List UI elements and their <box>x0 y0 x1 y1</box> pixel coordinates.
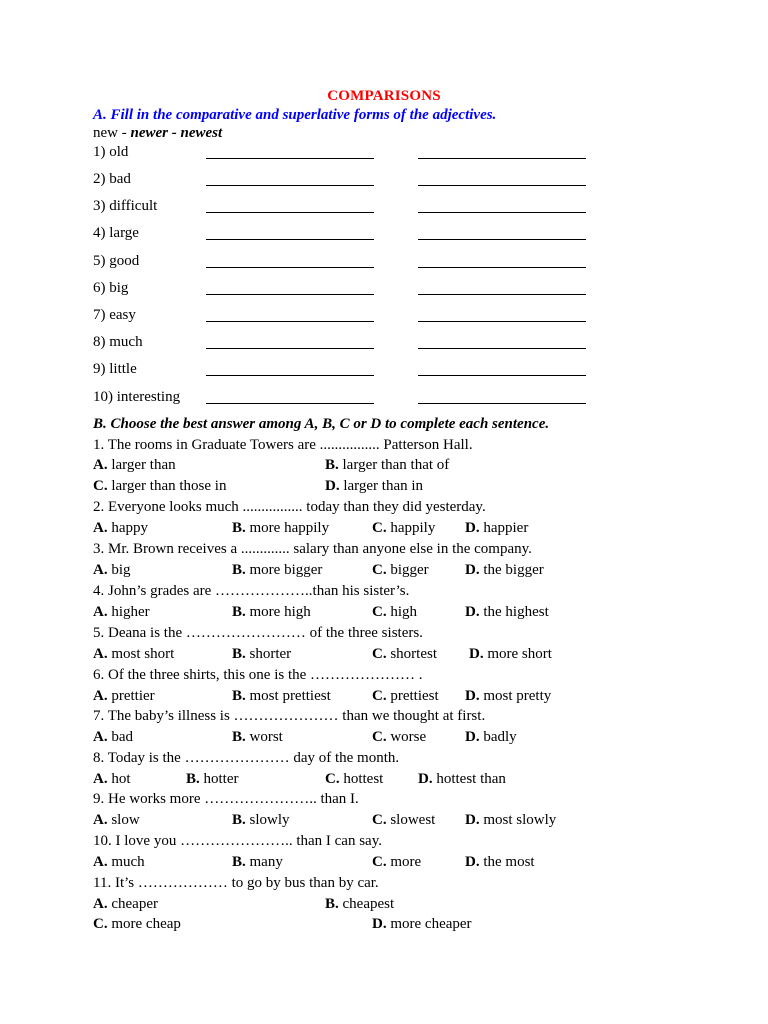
adjective-word: 1) old <box>93 144 129 160</box>
answer-option[interactable] <box>325 478 423 495</box>
option-letter: B. <box>232 729 246 745</box>
adjective-row <box>93 144 613 164</box>
question-text: 4. John’s grades are ………………..than his sister’s. <box>93 583 410 599</box>
option-text: larger than that of <box>342 457 450 473</box>
comparative-blank[interactable] <box>206 239 374 240</box>
answer-option[interactable] <box>93 457 176 474</box>
option-text: bigger <box>390 562 429 578</box>
option-text: happier <box>483 520 529 536</box>
answer-option[interactable] <box>93 604 150 621</box>
adjective-row <box>93 198 613 218</box>
comparative-blank[interactable] <box>206 158 374 159</box>
option-text: the most <box>483 854 535 870</box>
option-letter: D. <box>465 688 480 704</box>
option-text: happily <box>390 520 436 536</box>
answer-option[interactable] <box>232 854 283 871</box>
option-letter: C. <box>372 562 387 578</box>
option-letter: B. <box>186 771 200 787</box>
adjective-row <box>93 253 613 273</box>
option-letter: B. <box>325 457 339 473</box>
answer-option[interactable] <box>372 520 435 537</box>
option-letter: D. <box>465 854 480 870</box>
option-letter: C. <box>372 604 387 620</box>
option-letter: B. <box>232 604 246 620</box>
question-text: 3. Mr. Brown receives a ............. salary than anyone else in the company. <box>93 541 532 557</box>
answer-option[interactable] <box>372 688 439 705</box>
option-letter: A. <box>93 771 108 787</box>
option-letter: C. <box>372 646 387 662</box>
option-letter: A. <box>93 562 108 578</box>
adjective-row <box>93 280 613 300</box>
answer-option[interactable] <box>372 562 429 579</box>
page-title: COMPARISONS <box>327 88 441 104</box>
answer-option[interactable] <box>232 646 291 663</box>
question-text: 11. It’s ……………… to go by bus than by car. <box>93 875 379 891</box>
option-text: cheapest <box>342 896 395 912</box>
option-letter: B. <box>232 562 246 578</box>
option-letter: B. <box>232 688 246 704</box>
comparative-blank[interactable] <box>206 375 374 376</box>
question-text: 8. Today is the ………………… day of the month. <box>93 750 400 766</box>
adjective-word: 5) good <box>93 253 140 269</box>
adjective-row <box>93 334 613 354</box>
answer-option[interactable] <box>232 562 322 579</box>
option-letter: D. <box>465 812 480 828</box>
answer-option[interactable] <box>465 688 551 705</box>
comparative-blank[interactable] <box>206 212 374 213</box>
option-text: cheaper <box>111 896 158 912</box>
answer-option[interactable] <box>469 646 552 663</box>
option-letter: B. <box>232 812 246 828</box>
option-text: higher <box>111 604 150 620</box>
superlative-blank[interactable] <box>418 403 586 404</box>
answer-option[interactable] <box>93 916 181 933</box>
option-text: hot <box>111 771 131 787</box>
option-text: slowest <box>390 812 436 828</box>
answer-option[interactable] <box>418 771 506 788</box>
option-text: happy <box>111 520 149 536</box>
option-letter: D. <box>325 478 340 494</box>
option-letter: C. <box>372 729 387 745</box>
superlative-blank[interactable] <box>418 212 586 213</box>
superlative-blank[interactable] <box>418 158 586 159</box>
option-letter: A. <box>93 854 108 870</box>
answer-option[interactable] <box>93 478 226 495</box>
answer-option[interactable] <box>465 854 535 871</box>
option-letter: B. <box>232 854 246 870</box>
answer-option[interactable] <box>93 688 155 705</box>
option-letter: C. <box>372 812 387 828</box>
adjective-word: 6) big <box>93 280 129 296</box>
option-text: more <box>390 854 422 870</box>
option-text: more bigger <box>249 562 323 578</box>
question-text: 6. Of the three shirts, this one is the ………………… . <box>93 667 423 683</box>
option-text: big <box>111 562 131 578</box>
option-text: high <box>390 604 418 620</box>
answer-option[interactable] <box>372 604 417 621</box>
option-text: many <box>249 854 283 870</box>
option-letter: D. <box>465 729 480 745</box>
option-letter: A. <box>93 688 108 704</box>
superlative-blank[interactable] <box>418 267 586 268</box>
answer-option[interactable] <box>93 646 174 663</box>
comparative-blank[interactable] <box>206 185 374 186</box>
option-text: slowly <box>249 812 290 828</box>
option-text: worst <box>249 729 283 745</box>
option-letter: A. <box>93 896 108 912</box>
comparative-blank[interactable] <box>206 294 374 295</box>
adjective-row <box>93 307 613 327</box>
adjective-word: 10) interesting <box>93 389 181 405</box>
option-text: most prettiest <box>249 688 331 704</box>
answer-option[interactable] <box>372 916 472 933</box>
answer-option[interactable] <box>93 854 145 871</box>
option-letter: D. <box>418 771 433 787</box>
superlative-blank[interactable] <box>418 185 586 186</box>
option-text: larger than <box>111 457 176 473</box>
option-text: the highest <box>483 604 549 620</box>
option-letter: D. <box>465 520 480 536</box>
answer-option[interactable] <box>93 812 140 829</box>
option-letter: A. <box>93 729 108 745</box>
answer-option[interactable] <box>232 729 283 746</box>
option-letter: C. <box>372 854 387 870</box>
superlative-blank[interactable] <box>418 348 586 349</box>
answer-option[interactable] <box>232 688 331 705</box>
option-text: more cheap <box>111 916 181 932</box>
superlative-blank[interactable] <box>418 294 586 295</box>
option-text: slow <box>111 812 140 828</box>
option-text: badly <box>483 729 517 745</box>
adjective-row <box>93 389 613 409</box>
option-letter: C. <box>372 688 387 704</box>
answer-option[interactable] <box>325 896 394 913</box>
adjective-word: 9) little <box>93 361 137 377</box>
option-letter: A. <box>93 520 108 536</box>
option-letter: C. <box>325 771 340 787</box>
question-text: 9. He works more ………………….. than I. <box>93 791 359 807</box>
adjective-word: 7) easy <box>93 307 136 323</box>
option-text: more short <box>487 646 552 662</box>
option-text: hottest than <box>436 771 506 787</box>
superlative-blank[interactable] <box>418 321 586 322</box>
adjective-row <box>93 361 613 381</box>
question-text: 5. Deana is the …………………… of the three sisters. <box>93 625 423 641</box>
example-forms: newer - newest <box>130 125 223 141</box>
option-letter: A. <box>93 812 108 828</box>
option-text: shortest <box>390 646 438 662</box>
option-text: more cheaper <box>390 916 472 932</box>
comparative-blank[interactable] <box>206 403 374 404</box>
option-text: larger than those in <box>111 478 227 494</box>
answer-option[interactable] <box>93 896 158 913</box>
option-text: more happily <box>249 520 330 536</box>
question-text: 10. I love you ………………….. than I can say. <box>93 833 382 849</box>
answer-option[interactable] <box>93 729 133 746</box>
option-text: more high <box>249 604 311 620</box>
option-text: prettier <box>111 688 155 704</box>
adjective-row <box>93 171 613 191</box>
answer-option[interactable] <box>232 520 329 537</box>
answer-option[interactable] <box>232 604 311 621</box>
option-letter: C. <box>93 478 108 494</box>
option-text: hotter <box>203 771 239 787</box>
question-text: 7. The baby’s illness is ………………… than we thought at first. <box>93 708 486 724</box>
option-text: worse <box>390 729 427 745</box>
answer-option[interactable] <box>232 812 290 829</box>
option-letter: B. <box>325 896 339 912</box>
section-b-heading: B. Choose the best answer among A, B, C or D to complete each sentence. <box>93 416 550 432</box>
option-letter: A. <box>93 604 108 620</box>
answer-option[interactable] <box>93 520 148 537</box>
comparative-blank[interactable] <box>206 267 374 268</box>
adjective-word: 8) much <box>93 334 143 350</box>
answer-option[interactable] <box>325 771 383 788</box>
answer-option[interactable] <box>93 771 131 788</box>
option-text: prettiest <box>390 688 439 704</box>
option-letter: B. <box>232 520 246 536</box>
question-text: 2. Everyone looks much ................ today than they did yesterday. <box>93 499 486 515</box>
option-text: the bigger <box>483 562 544 578</box>
option-text: most slowly <box>483 812 557 828</box>
option-letter: D. <box>372 916 387 932</box>
option-text: shorter <box>249 646 292 662</box>
option-letter: A. <box>93 457 108 473</box>
adjective-word: 4) large <box>93 225 139 241</box>
answer-option[interactable] <box>186 771 239 788</box>
superlative-blank[interactable] <box>418 375 586 376</box>
option-letter: A. <box>93 646 108 662</box>
option-text: bad <box>111 729 134 745</box>
answer-option[interactable] <box>372 729 426 746</box>
option-letter: D. <box>469 646 484 662</box>
option-text: hottest <box>343 771 384 787</box>
answer-option[interactable] <box>93 562 131 579</box>
answer-option[interactable] <box>465 729 517 746</box>
answer-option[interactable] <box>325 457 449 474</box>
question-text: 1. The rooms in Graduate Towers are ................ Patterson Hall. <box>93 437 473 453</box>
answer-option[interactable] <box>465 520 528 537</box>
adjective-word: 3) difficult <box>93 198 158 214</box>
example-line <box>93 125 222 142</box>
option-letter: D. <box>465 562 480 578</box>
answer-option[interactable] <box>372 854 421 871</box>
adjective-row <box>93 225 613 245</box>
option-text: most short <box>111 646 175 662</box>
comparative-blank[interactable] <box>206 321 374 322</box>
answer-option[interactable] <box>465 604 549 621</box>
option-text: larger than in <box>343 478 424 494</box>
option-text: most pretty <box>483 688 552 704</box>
answer-option[interactable] <box>372 646 437 663</box>
option-letter: D. <box>465 604 480 620</box>
answer-option[interactable] <box>465 812 556 829</box>
comparative-blank[interactable] <box>206 348 374 349</box>
adjective-word: 2) bad <box>93 171 131 187</box>
option-letter: C. <box>372 520 387 536</box>
option-letter: C. <box>93 916 108 932</box>
superlative-blank[interactable] <box>418 239 586 240</box>
option-letter: B. <box>232 646 246 662</box>
example-base: new - <box>93 125 131 141</box>
section-a-heading: A. Fill in the comparative and superlative forms of the adjectives. <box>93 107 497 123</box>
answer-option[interactable] <box>465 562 544 579</box>
answer-option[interactable] <box>372 812 435 829</box>
option-text: much <box>111 854 145 870</box>
